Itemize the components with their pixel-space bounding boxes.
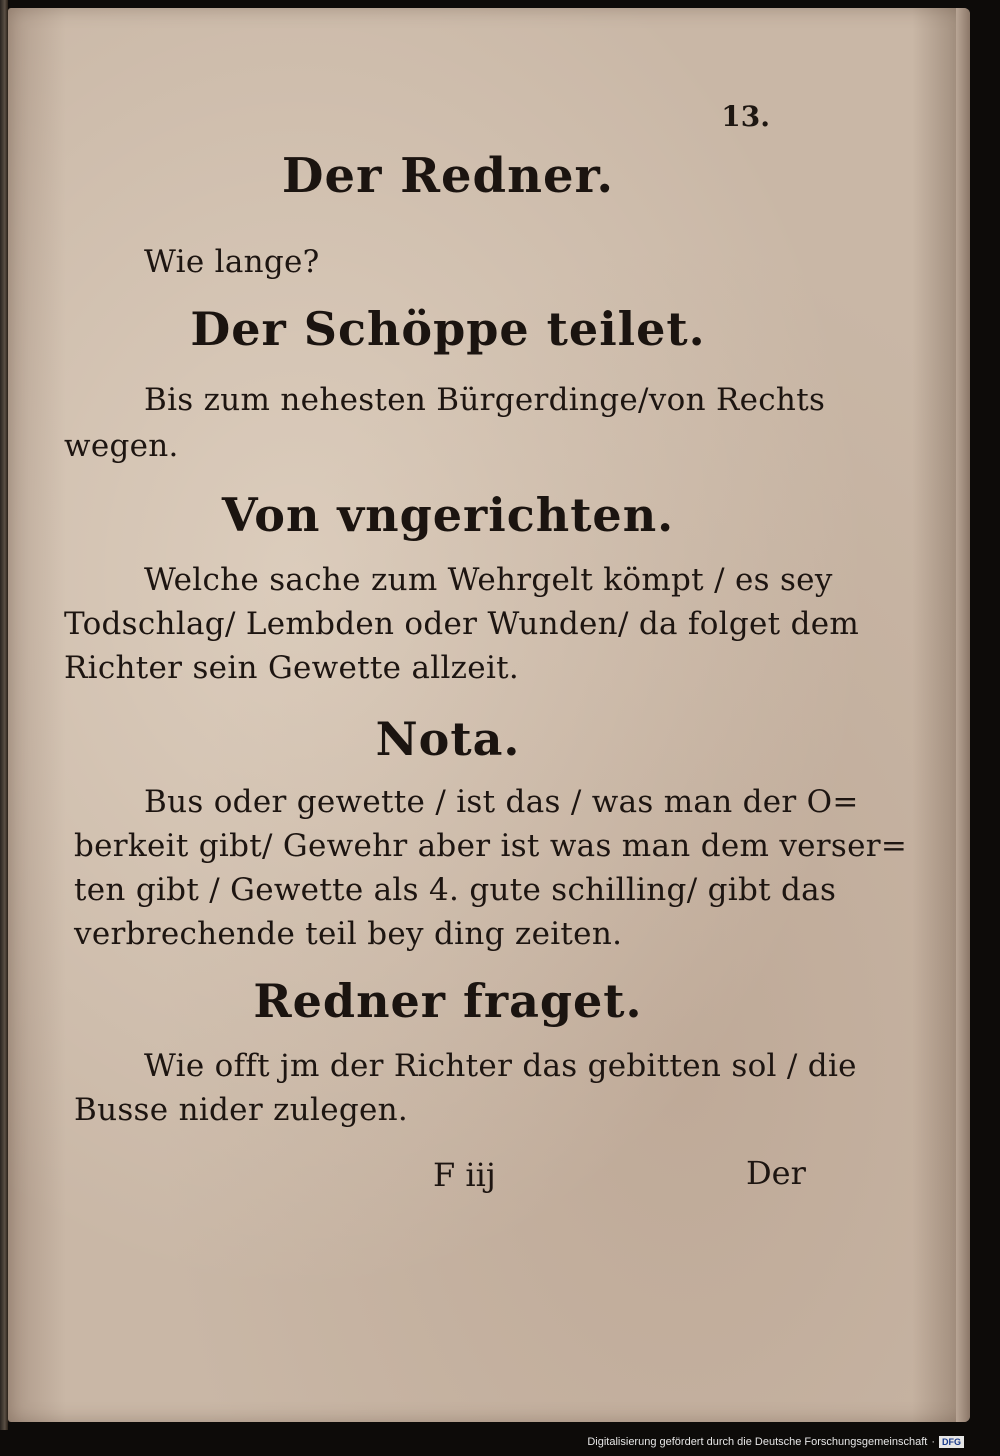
signature-mark: F iij <box>433 1156 496 1194</box>
text-line: ten gibt / Gewette als 4. gute schilling/ gibt das <box>74 872 837 908</box>
dfg-logo: DFG <box>939 1436 964 1448</box>
text-line: wegen. <box>64 428 179 464</box>
binding-edge <box>0 0 8 1430</box>
text-line: Todschlag/ Lembden oder Wunden/ da folget dem <box>64 606 860 642</box>
book-page <box>8 8 970 1422</box>
heading-der-redner: Der Redner. <box>281 148 615 204</box>
text-line: Busse nider zulegen. <box>74 1092 409 1128</box>
page-edge <box>956 8 970 1422</box>
text-line: Wie lange? <box>144 244 320 280</box>
text-line: Richter sein Gewette allzeit. <box>64 650 520 686</box>
text-line: Welche sache zum Wehrgelt kömpt / es sey <box>144 562 833 598</box>
catchword: Der <box>746 1154 806 1192</box>
page-number: 13. <box>721 100 770 133</box>
heading-nota: Nota. <box>375 712 521 766</box>
heading-von-vngerichten: Von vngerichten. <box>221 488 675 542</box>
heading-der-schoeppe-teilet: Der Schöppe teilet. <box>190 302 706 356</box>
text-line: Bus oder gewette / ist das / was man der O= <box>144 784 859 820</box>
text-line: Wie offt jm der Richter das gebitten sol / die <box>144 1048 857 1084</box>
digitization-credit <box>587 1436 964 1448</box>
text-line: verbrechende teil bey ding zeiten. <box>74 916 623 952</box>
separator-dot: · <box>931 1436 935 1448</box>
text-line: Bis zum nehesten Bürgerdinge/von Rechts <box>144 382 826 418</box>
text-line: berkeit gibt/ Gewehr aber ist was man dem verser= <box>74 828 908 864</box>
heading-redner-fraget: Redner fraget. <box>253 974 643 1028</box>
credit-text: Digitalisierung gefördert durch die Deutsche Forschungsgemeinschaft <box>587 1436 928 1448</box>
